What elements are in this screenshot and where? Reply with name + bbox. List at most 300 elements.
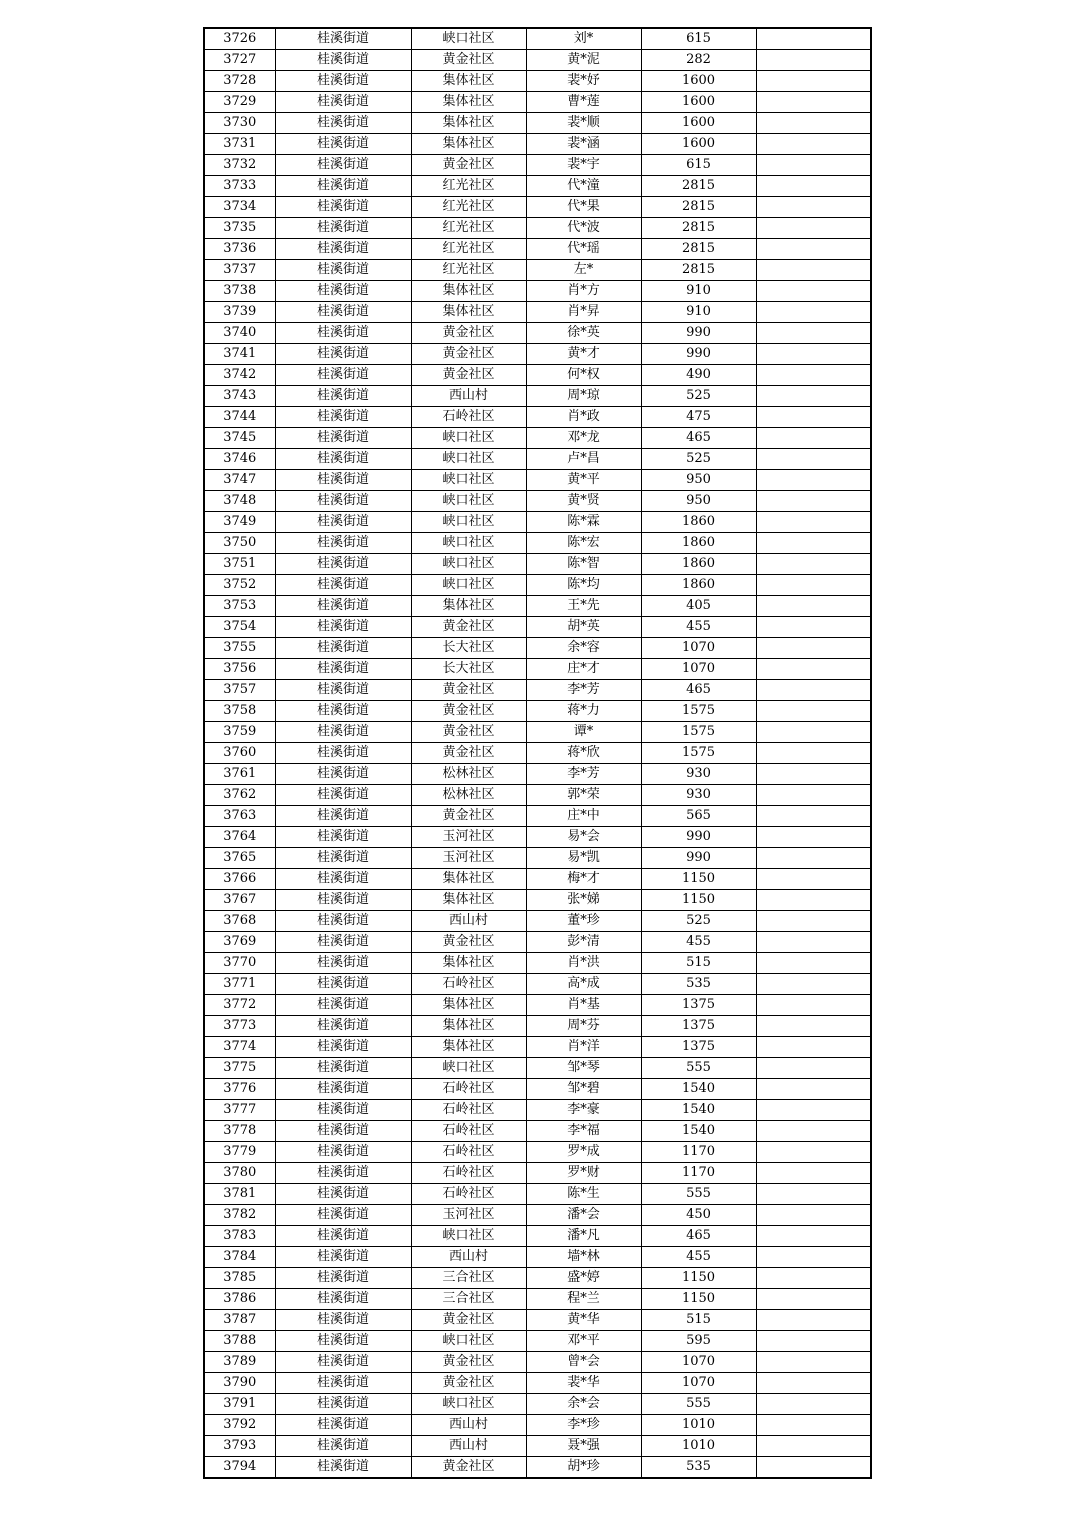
name-cell: 程*兰 xyxy=(526,1289,641,1310)
note-cell xyxy=(756,491,871,512)
name-cell: 肖*基 xyxy=(526,995,641,1016)
note-cell xyxy=(756,365,871,386)
table-row xyxy=(204,1226,871,1247)
community-cell: 西山村 xyxy=(411,1436,526,1457)
community-cell: 红光社区 xyxy=(411,176,526,197)
community-cell: 峡口社区 xyxy=(411,1226,526,1247)
table-row xyxy=(204,1205,871,1226)
amount-cell: 555 xyxy=(641,1394,756,1415)
document-sheet xyxy=(203,27,870,1479)
community-cell: 峡口社区 xyxy=(411,470,526,491)
serial-number-cell: 3777 xyxy=(204,1100,275,1121)
name-cell: 刘* xyxy=(526,28,641,50)
street-cell: 桂溪街道 xyxy=(275,1310,411,1331)
amount-cell: 1600 xyxy=(641,113,756,134)
name-cell: 代*果 xyxy=(526,197,641,218)
community-cell: 集体社区 xyxy=(411,92,526,113)
street-cell: 桂溪街道 xyxy=(275,554,411,575)
community-cell: 松林社区 xyxy=(411,764,526,785)
note-cell xyxy=(756,1205,871,1226)
community-cell: 西山村 xyxy=(411,911,526,932)
community-cell: 集体社区 xyxy=(411,1037,526,1058)
serial-number-cell: 3733 xyxy=(204,176,275,197)
street-cell: 桂溪街道 xyxy=(275,1226,411,1247)
street-cell: 桂溪街道 xyxy=(275,134,411,155)
name-cell: 罗*成 xyxy=(526,1142,641,1163)
serial-number-cell: 3754 xyxy=(204,617,275,638)
table-row xyxy=(204,1436,871,1457)
note-cell xyxy=(756,827,871,848)
name-cell: 邹*琴 xyxy=(526,1058,641,1079)
table-row xyxy=(204,890,871,911)
table-row xyxy=(204,953,871,974)
community-cell: 集体社区 xyxy=(411,134,526,155)
amount-cell: 615 xyxy=(641,28,756,50)
serial-number-cell: 3769 xyxy=(204,932,275,953)
amount-cell: 1375 xyxy=(641,1037,756,1058)
serial-number-cell: 3753 xyxy=(204,596,275,617)
community-cell: 集体社区 xyxy=(411,869,526,890)
community-cell: 红光社区 xyxy=(411,260,526,281)
name-cell: 余*会 xyxy=(526,1394,641,1415)
amount-cell: 1070 xyxy=(641,659,756,680)
note-cell xyxy=(756,1058,871,1079)
amount-cell: 910 xyxy=(641,302,756,323)
table-row xyxy=(204,1163,871,1184)
community-cell: 石岭社区 xyxy=(411,1121,526,1142)
note-cell xyxy=(756,554,871,575)
amount-cell: 1170 xyxy=(641,1163,756,1184)
note-cell xyxy=(756,134,871,155)
name-cell: 何*权 xyxy=(526,365,641,386)
serial-number-cell: 3738 xyxy=(204,281,275,302)
table-row xyxy=(204,869,871,890)
name-cell: 董*珍 xyxy=(526,911,641,932)
serial-number-cell: 3748 xyxy=(204,491,275,512)
table-row xyxy=(204,1289,871,1310)
amount-cell: 525 xyxy=(641,386,756,407)
community-cell: 黄金社区 xyxy=(411,323,526,344)
amount-cell: 525 xyxy=(641,449,756,470)
table-row xyxy=(204,512,871,533)
serial-number-cell: 3741 xyxy=(204,344,275,365)
street-cell: 桂溪街道 xyxy=(275,239,411,260)
table-row xyxy=(204,680,871,701)
street-cell: 桂溪街道 xyxy=(275,680,411,701)
note-cell xyxy=(756,596,871,617)
serial-number-cell: 3736 xyxy=(204,239,275,260)
community-cell: 玉河社区 xyxy=(411,827,526,848)
table-row xyxy=(204,1142,871,1163)
street-cell: 桂溪街道 xyxy=(275,407,411,428)
note-cell xyxy=(756,176,871,197)
street-cell: 桂溪街道 xyxy=(275,806,411,827)
community-cell: 黄金社区 xyxy=(411,680,526,701)
serial-number-cell: 3728 xyxy=(204,71,275,92)
name-cell: 王*先 xyxy=(526,596,641,617)
street-cell: 桂溪街道 xyxy=(275,827,411,848)
amount-cell: 990 xyxy=(641,344,756,365)
table-row xyxy=(204,155,871,176)
amount-cell: 455 xyxy=(641,617,756,638)
name-cell: 墙*林 xyxy=(526,1247,641,1268)
table-row xyxy=(204,827,871,848)
amount-cell: 1010 xyxy=(641,1415,756,1436)
serial-number-cell: 3743 xyxy=(204,386,275,407)
street-cell: 桂溪街道 xyxy=(275,617,411,638)
table-row xyxy=(204,1016,871,1037)
name-cell: 李*豪 xyxy=(526,1100,641,1121)
name-cell: 潘*凡 xyxy=(526,1226,641,1247)
name-cell: 盛*婷 xyxy=(526,1268,641,1289)
name-cell: 裴*宇 xyxy=(526,155,641,176)
table-row xyxy=(204,428,871,449)
note-cell xyxy=(756,869,871,890)
table-row xyxy=(204,197,871,218)
street-cell: 桂溪街道 xyxy=(275,995,411,1016)
amount-cell: 1010 xyxy=(641,1436,756,1457)
note-cell xyxy=(756,1268,871,1289)
serial-number-cell: 3756 xyxy=(204,659,275,680)
name-cell: 彭*清 xyxy=(526,932,641,953)
serial-number-cell: 3794 xyxy=(204,1457,275,1479)
note-cell xyxy=(756,1394,871,1415)
amount-cell: 1860 xyxy=(641,533,756,554)
roster-table xyxy=(203,27,872,1479)
amount-cell: 595 xyxy=(641,1331,756,1352)
name-cell: 易*凯 xyxy=(526,848,641,869)
note-cell xyxy=(756,1121,871,1142)
name-cell: 肖*政 xyxy=(526,407,641,428)
serial-number-cell: 3739 xyxy=(204,302,275,323)
name-cell: 谭* xyxy=(526,722,641,743)
table-row xyxy=(204,1100,871,1121)
name-cell: 李*福 xyxy=(526,1121,641,1142)
note-cell xyxy=(756,407,871,428)
name-cell: 曹*莲 xyxy=(526,92,641,113)
serial-number-cell: 3762 xyxy=(204,785,275,806)
table-row xyxy=(204,134,871,155)
table-row xyxy=(204,659,871,680)
community-cell: 红光社区 xyxy=(411,218,526,239)
street-cell: 桂溪街道 xyxy=(275,92,411,113)
note-cell xyxy=(756,1247,871,1268)
community-cell: 西山村 xyxy=(411,386,526,407)
note-cell xyxy=(756,785,871,806)
table-row xyxy=(204,974,871,995)
amount-cell: 465 xyxy=(641,680,756,701)
note-cell xyxy=(756,449,871,470)
serial-number-cell: 3757 xyxy=(204,680,275,701)
amount-cell: 930 xyxy=(641,785,756,806)
name-cell: 易*会 xyxy=(526,827,641,848)
community-cell: 峡口社区 xyxy=(411,1331,526,1352)
community-cell: 黄金社区 xyxy=(411,806,526,827)
table-row xyxy=(204,470,871,491)
street-cell: 桂溪街道 xyxy=(275,848,411,869)
note-cell xyxy=(756,1289,871,1310)
street-cell: 桂溪街道 xyxy=(275,50,411,71)
community-cell: 黄金社区 xyxy=(411,743,526,764)
serial-number-cell: 3761 xyxy=(204,764,275,785)
serial-number-cell: 3752 xyxy=(204,575,275,596)
note-cell xyxy=(756,1457,871,1479)
note-cell xyxy=(756,1142,871,1163)
community-cell: 峡口社区 xyxy=(411,491,526,512)
street-cell: 桂溪街道 xyxy=(275,197,411,218)
amount-cell: 465 xyxy=(641,1226,756,1247)
table-row xyxy=(204,1184,871,1205)
community-cell: 集体社区 xyxy=(411,71,526,92)
community-cell: 集体社区 xyxy=(411,953,526,974)
community-cell: 集体社区 xyxy=(411,302,526,323)
name-cell: 邹*碧 xyxy=(526,1079,641,1100)
street-cell: 桂溪街道 xyxy=(275,764,411,785)
community-cell: 玉河社区 xyxy=(411,1205,526,1226)
amount-cell: 1170 xyxy=(641,1142,756,1163)
note-cell xyxy=(756,1037,871,1058)
roster-table-body xyxy=(204,28,871,1478)
table-row xyxy=(204,764,871,785)
community-cell: 峡口社区 xyxy=(411,533,526,554)
name-cell: 肖*昇 xyxy=(526,302,641,323)
serial-number-cell: 3735 xyxy=(204,218,275,239)
note-cell xyxy=(756,722,871,743)
note-cell xyxy=(756,155,871,176)
community-cell: 三合社区 xyxy=(411,1268,526,1289)
amount-cell: 1860 xyxy=(641,512,756,533)
amount-cell: 515 xyxy=(641,953,756,974)
serial-number-cell: 3750 xyxy=(204,533,275,554)
street-cell: 桂溪街道 xyxy=(275,302,411,323)
street-cell: 桂溪街道 xyxy=(275,1142,411,1163)
serial-number-cell: 3767 xyxy=(204,890,275,911)
serial-number-cell: 3730 xyxy=(204,113,275,134)
street-cell: 桂溪街道 xyxy=(275,1352,411,1373)
street-cell: 桂溪街道 xyxy=(275,1415,411,1436)
name-cell: 邓*龙 xyxy=(526,428,641,449)
amount-cell: 282 xyxy=(641,50,756,71)
amount-cell: 2815 xyxy=(641,239,756,260)
table-row xyxy=(204,176,871,197)
name-cell: 代*波 xyxy=(526,218,641,239)
name-cell: 陈*宏 xyxy=(526,533,641,554)
serial-number-cell: 3773 xyxy=(204,1016,275,1037)
serial-number-cell: 3734 xyxy=(204,197,275,218)
serial-number-cell: 3732 xyxy=(204,155,275,176)
table-row xyxy=(204,302,871,323)
table-row xyxy=(204,281,871,302)
name-cell: 徐*英 xyxy=(526,323,641,344)
amount-cell: 1575 xyxy=(641,701,756,722)
amount-cell: 2815 xyxy=(641,176,756,197)
community-cell: 石岭社区 xyxy=(411,1163,526,1184)
note-cell xyxy=(756,470,871,491)
note-cell xyxy=(756,1163,871,1184)
community-cell: 石岭社区 xyxy=(411,1184,526,1205)
amount-cell: 405 xyxy=(641,596,756,617)
name-cell: 梅*才 xyxy=(526,869,641,890)
table-row xyxy=(204,1457,871,1479)
amount-cell: 990 xyxy=(641,827,756,848)
community-cell: 峡口社区 xyxy=(411,428,526,449)
note-cell xyxy=(756,764,871,785)
table-row xyxy=(204,701,871,722)
serial-number-cell: 3782 xyxy=(204,1205,275,1226)
note-cell xyxy=(756,1079,871,1100)
amount-cell: 1375 xyxy=(641,1016,756,1037)
street-cell: 桂溪街道 xyxy=(275,281,411,302)
street-cell: 桂溪街道 xyxy=(275,1079,411,1100)
serial-number-cell: 3749 xyxy=(204,512,275,533)
serial-number-cell: 3747 xyxy=(204,470,275,491)
amount-cell: 1375 xyxy=(641,995,756,1016)
street-cell: 桂溪街道 xyxy=(275,491,411,512)
serial-number-cell: 3729 xyxy=(204,92,275,113)
serial-number-cell: 3791 xyxy=(204,1394,275,1415)
serial-number-cell: 3781 xyxy=(204,1184,275,1205)
table-row xyxy=(204,28,871,50)
community-cell: 黄金社区 xyxy=(411,932,526,953)
note-cell xyxy=(756,743,871,764)
serial-number-cell: 3787 xyxy=(204,1310,275,1331)
note-cell xyxy=(756,932,871,953)
table-row xyxy=(204,596,871,617)
table-row xyxy=(204,1058,871,1079)
table-row xyxy=(204,995,871,1016)
amount-cell: 515 xyxy=(641,1310,756,1331)
community-cell: 石岭社区 xyxy=(411,974,526,995)
amount-cell: 465 xyxy=(641,428,756,449)
street-cell: 桂溪街道 xyxy=(275,701,411,722)
note-cell xyxy=(756,974,871,995)
name-cell: 陈*均 xyxy=(526,575,641,596)
street-cell: 桂溪街道 xyxy=(275,869,411,890)
amount-cell: 1860 xyxy=(641,575,756,596)
table-row xyxy=(204,1394,871,1415)
table-row xyxy=(204,386,871,407)
table-row xyxy=(204,617,871,638)
community-cell: 黄金社区 xyxy=(411,155,526,176)
name-cell: 庄*才 xyxy=(526,659,641,680)
table-row xyxy=(204,323,871,344)
street-cell: 桂溪街道 xyxy=(275,323,411,344)
community-cell: 黄金社区 xyxy=(411,701,526,722)
street-cell: 桂溪街道 xyxy=(275,1016,411,1037)
street-cell: 桂溪街道 xyxy=(275,1205,411,1226)
serial-number-cell: 3792 xyxy=(204,1415,275,1436)
serial-number-cell: 3776 xyxy=(204,1079,275,1100)
amount-cell: 525 xyxy=(641,911,756,932)
street-cell: 桂溪街道 xyxy=(275,722,411,743)
amount-cell: 1540 xyxy=(641,1079,756,1100)
name-cell: 肖*洋 xyxy=(526,1037,641,1058)
serial-number-cell: 3751 xyxy=(204,554,275,575)
name-cell: 罗*财 xyxy=(526,1163,641,1184)
note-cell xyxy=(756,1226,871,1247)
community-cell: 峡口社区 xyxy=(411,28,526,50)
note-cell xyxy=(756,1016,871,1037)
amount-cell: 2815 xyxy=(641,260,756,281)
name-cell: 胡*珍 xyxy=(526,1457,641,1479)
name-cell: 肖*方 xyxy=(526,281,641,302)
street-cell: 桂溪街道 xyxy=(275,932,411,953)
serial-number-cell: 3779 xyxy=(204,1142,275,1163)
table-row xyxy=(204,1331,871,1352)
table-row xyxy=(204,344,871,365)
name-cell: 黄*泥 xyxy=(526,50,641,71)
serial-number-cell: 3772 xyxy=(204,995,275,1016)
note-cell xyxy=(756,512,871,533)
note-cell xyxy=(756,1373,871,1394)
street-cell: 桂溪街道 xyxy=(275,1037,411,1058)
serial-number-cell: 3744 xyxy=(204,407,275,428)
note-cell xyxy=(756,995,871,1016)
note-cell xyxy=(756,92,871,113)
street-cell: 桂溪街道 xyxy=(275,344,411,365)
street-cell: 桂溪街道 xyxy=(275,575,411,596)
street-cell: 桂溪街道 xyxy=(275,1289,411,1310)
street-cell: 桂溪街道 xyxy=(275,365,411,386)
street-cell: 桂溪街道 xyxy=(275,533,411,554)
amount-cell: 1070 xyxy=(641,638,756,659)
name-cell: 周*琼 xyxy=(526,386,641,407)
street-cell: 桂溪街道 xyxy=(275,512,411,533)
community-cell: 集体社区 xyxy=(411,1016,526,1037)
community-cell: 集体社区 xyxy=(411,596,526,617)
serial-number-cell: 3742 xyxy=(204,365,275,386)
community-cell: 集体社区 xyxy=(411,113,526,134)
amount-cell: 950 xyxy=(641,491,756,512)
serial-number-cell: 3771 xyxy=(204,974,275,995)
community-cell: 峡口社区 xyxy=(411,1058,526,1079)
note-cell xyxy=(756,638,871,659)
table-row xyxy=(204,239,871,260)
street-cell: 桂溪街道 xyxy=(275,428,411,449)
note-cell xyxy=(756,659,871,680)
amount-cell: 535 xyxy=(641,974,756,995)
note-cell xyxy=(756,1415,871,1436)
name-cell: 代*潼 xyxy=(526,176,641,197)
name-cell: 李*芳 xyxy=(526,764,641,785)
name-cell: 邓*平 xyxy=(526,1331,641,1352)
name-cell: 黄*才 xyxy=(526,344,641,365)
name-cell: 余*容 xyxy=(526,638,641,659)
amount-cell: 565 xyxy=(641,806,756,827)
street-cell: 桂溪街道 xyxy=(275,155,411,176)
name-cell: 庄*中 xyxy=(526,806,641,827)
amount-cell: 1150 xyxy=(641,890,756,911)
street-cell: 桂溪街道 xyxy=(275,1373,411,1394)
street-cell: 桂溪街道 xyxy=(275,638,411,659)
community-cell: 石岭社区 xyxy=(411,1142,526,1163)
table-row xyxy=(204,932,871,953)
street-cell: 桂溪街道 xyxy=(275,1058,411,1079)
note-cell xyxy=(756,323,871,344)
table-row xyxy=(204,1310,871,1331)
note-cell xyxy=(756,617,871,638)
serial-number-cell: 3731 xyxy=(204,134,275,155)
name-cell: 裴*顺 xyxy=(526,113,641,134)
street-cell: 桂溪街道 xyxy=(275,1268,411,1289)
amount-cell: 450 xyxy=(641,1205,756,1226)
table-row xyxy=(204,911,871,932)
table-row xyxy=(204,806,871,827)
community-cell: 西山村 xyxy=(411,1247,526,1268)
community-cell: 峡口社区 xyxy=(411,449,526,470)
name-cell: 裴*妤 xyxy=(526,71,641,92)
name-cell: 蒋*欣 xyxy=(526,743,641,764)
